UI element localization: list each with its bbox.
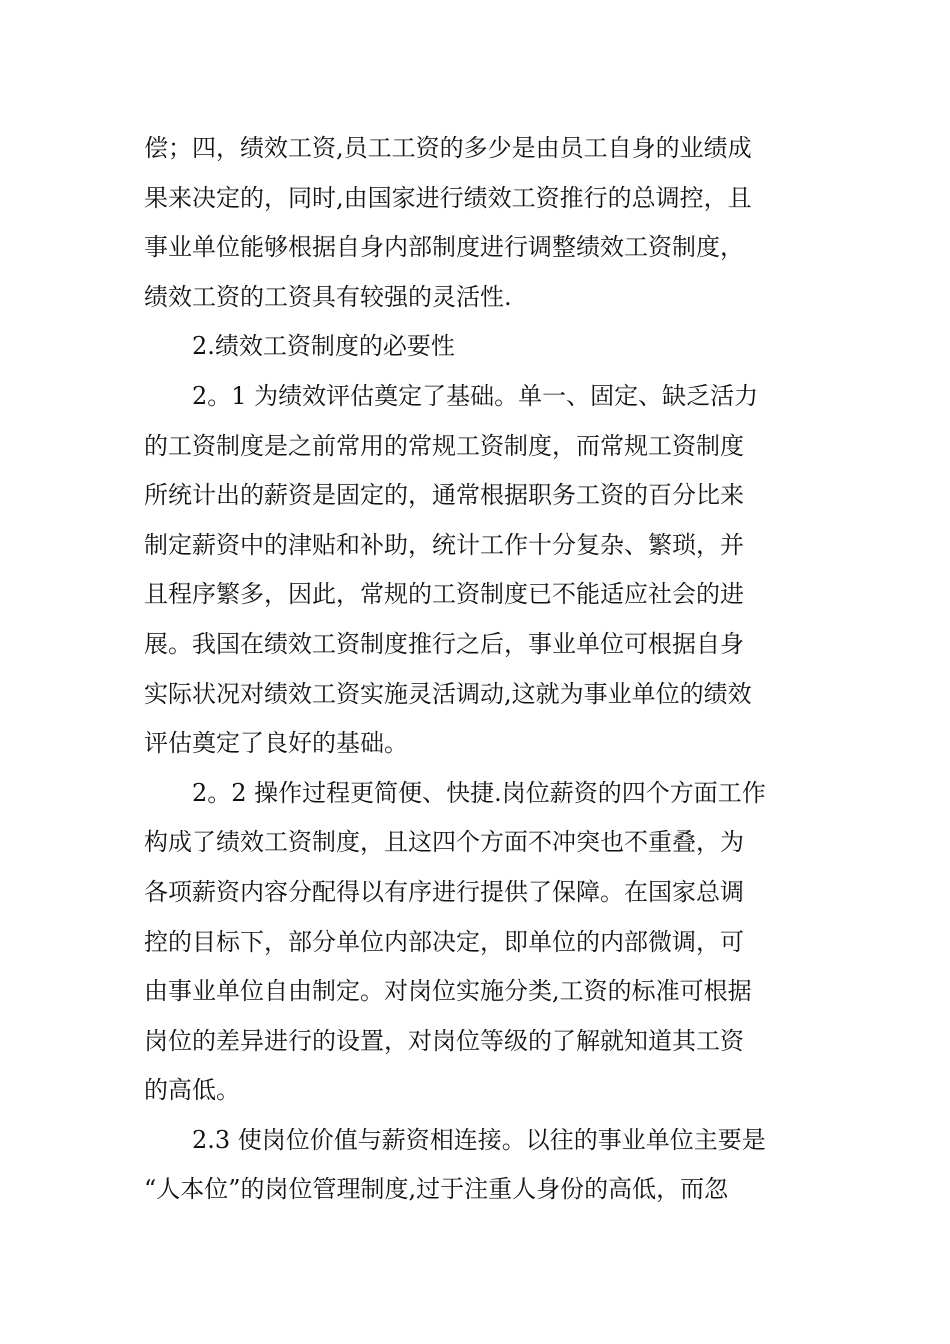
text-line: 控的目标下，部分单位内部决定，即单位的内部微调，可 — [144, 927, 744, 956]
text-line: 的工资制度是之前常用的常规工资制度，而常规工资制度 — [144, 431, 744, 460]
text-line: 构成了绩效工资制度，且这四个方面不冲突也不重叠，为 — [144, 828, 744, 857]
paragraph-first-line: 2。1 为绩效评估奠定了基础。单一、固定、缺乏活力 — [192, 381, 759, 410]
text-line: 制定薪资中的津贴和补助，统计工作十分复杂、繁琐，并 — [144, 530, 744, 559]
text-line: 偿；四，绩效工资,员工工资的多少是由员工自身的业绩成 — [144, 134, 752, 162]
text-line: 且程序繁多，因此，常规的工资制度已不能适应社会的进 — [144, 580, 744, 609]
paragraph-first-line: 2.3 使岗位价值与薪资相连接。以往的事业单位主要是 — [192, 1125, 766, 1154]
text-line: 各项薪资内容分配得以有序进行提供了保障。在国家总调 — [144, 877, 744, 906]
text-line: “人本位”的岗位管理制度,过于注重人身份的高低，而忽 — [144, 1175, 729, 1204]
text-line: 由事业单位自由制定。对岗位实施分类,工资的标准可根据 — [144, 977, 752, 1006]
text-line: 岗位的差异进行的设置，对岗位等级的了解就知道其工资 — [144, 1026, 744, 1055]
text-line: 果来决定的，同时,由国家进行绩效工资推行的总调控，且 — [144, 183, 752, 212]
text-line: 所统计出的薪资是固定的，通常根据职务工资的百分比来 — [144, 481, 744, 510]
text-line: 评估奠定了良好的基础。 — [144, 729, 408, 758]
body-text — [144, 124, 804, 1215]
text-line: 展。我国在绩效工资制度推行之后，事业单位可根据自身 — [144, 629, 744, 658]
text-line: 的高低。 — [144, 1076, 240, 1105]
text-line: 实际状况对绩效工资实施灵活调动,这就为事业单位的绩效 — [144, 679, 752, 708]
text-line: 事业单位能够根据自身内部制度进行调整绩效工资制度， — [144, 233, 744, 262]
section-heading: 2.绩效工资制度的必要性 — [192, 332, 455, 361]
text-line: 绩效工资的工资具有较强的灵活性. — [144, 282, 512, 311]
paragraph-first-line: 2。2 操作过程更简便、快捷.岗位薪资的四个方面工作 — [192, 778, 766, 807]
